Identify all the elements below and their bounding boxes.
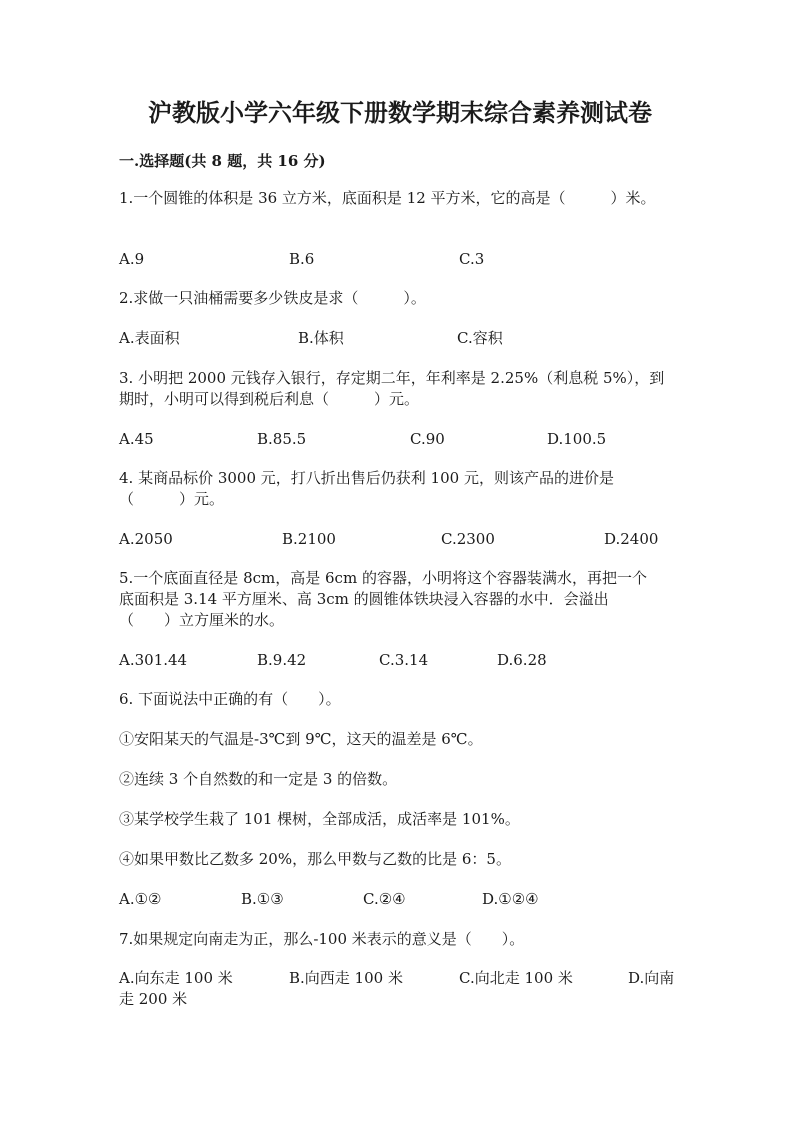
question-4-option-b[interactable]: B.2100 — [282, 530, 336, 548]
question-6-option-b[interactable]: B.①③ — [241, 890, 284, 908]
question-5-text-line-1: 5.一个底面直径是 8cm，高是 6cm 的容器，小明将这个容器装满水，再把一个 — [119, 569, 647, 587]
section-heading: 一.选择题(共 8 题，共 16 分) — [119, 152, 326, 170]
question-4-text-line-2: （ ）元。 — [119, 490, 225, 508]
page-title: 沪教版小学六年级下册数学期末综合素养测试卷 — [148, 98, 652, 127]
question-2-option-c[interactable]: C.容积 — [457, 329, 503, 347]
question-1-text: 1.一个圆锥的体积是 36 立方米，底面积是 12 平方米，它的高是（ ）米。 — [119, 189, 656, 207]
question-5-text-line-2: 底面积是 3.14 平方厘米、高 3cm 的圆锥体铁块浸入容器的水中．会溢出 — [119, 590, 609, 608]
question-7-option-d[interactable]: D.向南 — [628, 969, 675, 987]
question-6-statement-3: ③某学校学生栽了 101 棵树，全部成活，成活率是 101%。 — [119, 810, 520, 828]
question-6-statement-4: ④如果甲数比乙数多 20%，那么甲数与乙数的比是 6：5。 — [119, 850, 511, 868]
question-4-option-a[interactable]: A.2050 — [119, 530, 173, 548]
question-7-option-d-continuation: 走 200 米 — [119, 990, 188, 1008]
question-6-option-a[interactable]: A.①② — [119, 890, 162, 908]
question-4-option-c[interactable]: C.2300 — [441, 530, 495, 548]
question-2-text: 2.求做一只油桶需要多少铁皮是求（ ）。 — [119, 289, 426, 307]
question-3-text-line-2: 期时，小明可以得到税后利息（ ）元。 — [119, 390, 420, 408]
question-2-option-b[interactable]: B.体积 — [298, 329, 344, 347]
question-6-statement-1: ①安阳某天的气温是-3℃到 9℃，这天的温差是 6℃。 — [119, 730, 483, 748]
question-6-statement-2: ②连续 3 个自然数的和一定是 3 的倍数。 — [119, 770, 398, 788]
question-6-option-d[interactable]: D.①②④ — [482, 890, 539, 908]
question-5-option-a[interactable]: A.301.44 — [119, 651, 188, 669]
question-6-text: 6. 下面说法中正确的有（ ）。 — [119, 690, 341, 708]
question-3-option-a[interactable]: A.45 — [119, 430, 154, 448]
question-7-option-b[interactable]: B.向西走 100 米 — [289, 969, 403, 987]
question-4-text-line-1: 4. 某商品标价 3000 元，打八折出售后仍获利 100 元，则该产品的进价是 — [119, 469, 614, 487]
question-1-option-a[interactable]: A.9 — [119, 250, 145, 268]
question-5-text-line-3: （ ）立方厘米的水。 — [119, 611, 285, 629]
question-1-option-b[interactable]: B.6 — [289, 250, 315, 268]
question-4-option-d[interactable]: D.2400 — [604, 530, 659, 548]
question-3-text-line-1: 3. 小明把 2000 元钱存入银行，存定期二年，年利率是 2.25%（利息税 5%），到 — [119, 369, 665, 387]
question-1-option-c[interactable]: C.3 — [459, 250, 485, 268]
question-5-option-c[interactable]: C.3.14 — [379, 651, 429, 669]
question-7-option-c[interactable]: C.向北走 100 米 — [459, 969, 573, 987]
question-7-text: 7.如果规定向南走为正，那么-100 米表示的意义是（ ）。 — [119, 930, 525, 948]
question-5-option-d[interactable]: D.6.28 — [497, 651, 547, 669]
question-2-option-a[interactable]: A.表面积 — [119, 329, 180, 347]
question-6-option-c[interactable]: C.②④ — [363, 890, 406, 908]
question-3-option-c[interactable]: C.90 — [410, 430, 445, 448]
question-5-option-b[interactable]: B.9.42 — [257, 651, 307, 669]
question-7-option-a[interactable]: A.向东走 100 米 — [119, 969, 233, 987]
question-3-option-d[interactable]: D.100.5 — [547, 430, 607, 448]
question-3-option-b[interactable]: B.85.5 — [257, 430, 307, 448]
